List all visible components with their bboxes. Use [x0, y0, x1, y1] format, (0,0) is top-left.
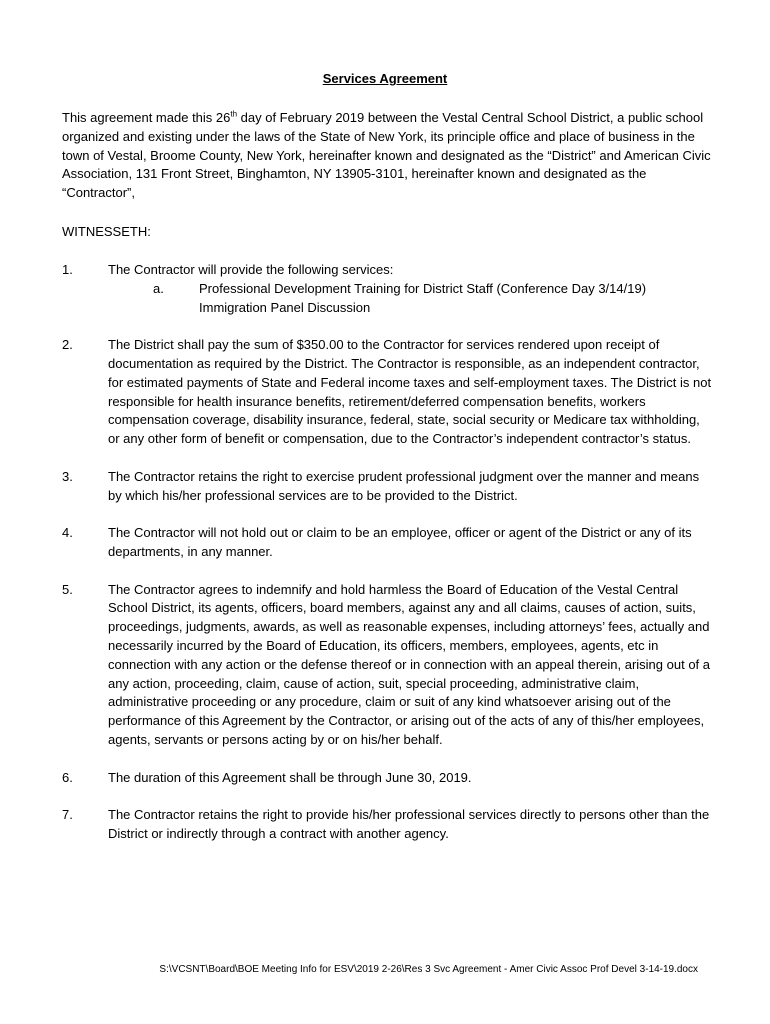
clause-6 — [62, 769, 712, 788]
intro-text-rest: day of February 2019 between the Vestal Central School District, a public school organized and existing under the laws of the State of New York, its principle office and place of business in the town of Vestal, Broome County, New York, hereinafter known and designated as the “District” and American Civic Association, 131 Front Street, Binghamton, NY 13905-3101, hereinafter known and designated as the “Contractor”, — [62, 110, 711, 201]
subitem-line-2: Immigration Panel Discussion — [199, 299, 371, 315]
clause-text: The duration of this Agreement shall be through June 30, 2019. — [108, 769, 472, 785]
clause-3 — [62, 468, 712, 506]
clause-text: The Contractor will provide the following services: — [108, 262, 394, 277]
clause-text: The Contractor retains the right to exercise prudent professional judgment over the manner and means by which his/her professional services are to be provided to the District. — [108, 468, 700, 503]
file-path-footer: S:\VCSNT\Board\BOE Meeting Info for ESV\2019 2-26\Res 3 Svc Agreement - Amer Civic Assoc Prof Devel 3-14-19.docx — [159, 964, 698, 975]
clause-2 — [62, 336, 712, 449]
clause-number: 2. — [62, 337, 73, 353]
intro-ordinal-suffix: th — [230, 109, 238, 119]
clause-4 — [62, 524, 712, 562]
clause-text: The Contractor retains the right to provide his/her professional services directly to persons other than the District or indirectly through a contract with another agency. — [108, 807, 710, 841]
clause-number: 4. — [62, 525, 73, 541]
clause-text: The Contractor agrees to indemnify and hold harmless the Board of Education of the Vestal Central School District, its agents, officers, board members, against any and all claims, causes of action, suits, proceedings, judgments, awards, as well as reasonable expenses, including attorneys’ fees, actually and necessarily incurred by the Board of Education, its officers, members, employees, agents, etc in connection with any action or the defense thereof or in connection with an appeal therein, arising out of a any action, proceeding, claim, cause of action, suit, special proceeding, administrative claim, administrative proceeding or any procedure, claim or suit of any kind whatsoever arising out of the performance of this Agreement by the Contractor, or arising out of the acts of any of this/her employees, agents, servants or persons acting by or on his/her behalf. — [108, 581, 710, 747]
clause-number: 7. — [62, 807, 73, 823]
intro-paragraph — [62, 109, 712, 203]
clause-number: 1. — [62, 262, 73, 277]
clause-list — [62, 261, 712, 863]
clause-text: The Contractor will not hold out or claim to be an employee, officer or agent of the District or any of its departments, in any manner. — [108, 525, 692, 559]
subitem-letter: a. — [153, 280, 164, 296]
clause-1 — [62, 261, 712, 317]
clause-number: 3. — [62, 468, 73, 484]
intro-text-start: This agreement made this 26 — [62, 110, 231, 125]
document-title: Services Agreement — [322, 71, 448, 86]
clause-5 — [62, 581, 712, 750]
clause-number: 6. — [62, 769, 73, 785]
clause-number: 5. — [62, 581, 73, 597]
subitem-line-1: Professional Development Training for District Staff (Conference Day 3/14/19) — [199, 280, 647, 296]
service-subitem-a — [108, 280, 712, 318]
witnesseth-heading: WITNESSETH: — [62, 224, 151, 239]
clause-text: The District shall pay the sum of $350.00 to the Contractor for services rendered upon receipt of documentation as required by the District. The Contractor is responsible, as an independent contractor, for estimated payments of State and Federal income taxes and self-employment taxes. The District is not responsible for health insurance benefits, retirement/deferred compensation benefits, workers compensation coverage, disability insurance, federal, state, social security or Medicare tax withholding, or any other form of benefit or compensation, due to the Contractor’s independent contractor’s status. — [108, 337, 712, 447]
clause-7 — [62, 806, 712, 844]
